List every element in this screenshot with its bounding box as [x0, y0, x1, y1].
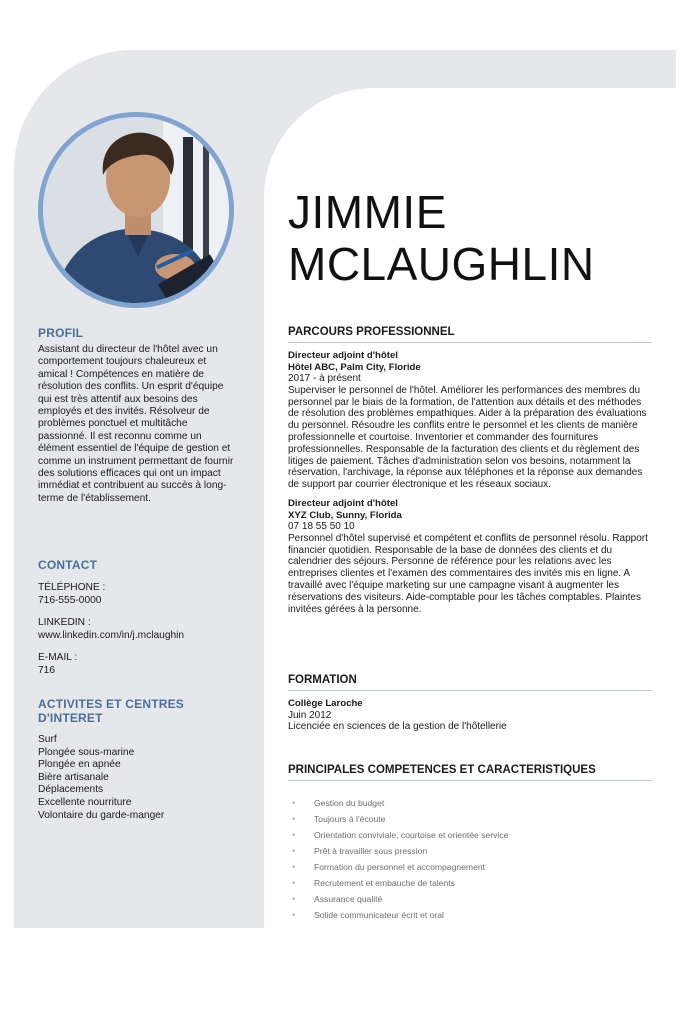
job-entry: [288, 350, 652, 491]
experience-section: [288, 326, 652, 615]
skills-list: [288, 795, 652, 923]
phone-block: [38, 582, 234, 607]
degree: Licenciée en sciences de la gestion de l'hôtellerie: [288, 721, 507, 733]
interests-heading: ACTIVITES ET CENTRES D'INTERET: [38, 697, 185, 725]
phone-label: TÉLÉPHONE :: [38, 582, 106, 593]
job-description: Personnel d'hôtel supervisé et compétent et conflits de personnel résolu. Rapport financier quotidien. Responsable de la base de données des clients et du calendrier des séjours. Personne de référence pour les relations avec les entreprises clientes et l'examen des commentaires des invités mis en ligne. A travaillé avec l'équipe marketing sur une campagne visant à augmenter les réservations des visiteurs. Aide-comptable pour les tâches comptables. Plaintes invitées gérées à la personne.: [288, 532, 648, 615]
email-label: E-MAIL :: [38, 652, 78, 664]
job-title: Directeur adjoint d'hôtel: [288, 497, 398, 509]
job-entry: [288, 498, 652, 615]
job-company: XYZ Club, Sunny, Florida: [288, 509, 402, 521]
job-date: 2017 - à présent: [288, 373, 361, 385]
list-item: • Formation du personnel et accompagnement: [288, 859, 652, 875]
sidebar-bottom: [14, 860, 264, 928]
education-date: Juin 2012: [288, 709, 332, 721]
name-line-2: MCLAUGHLIN: [288, 238, 595, 290]
school-name: Collège Laroche: [288, 698, 363, 709]
interests-section: [38, 697, 234, 822]
profile-photo: [43, 117, 229, 303]
list-item: • Gestion du budget: [288, 795, 652, 811]
profile-heading: PROFIL: [38, 326, 84, 340]
contact-heading: CONTACT: [38, 558, 98, 572]
person-photo-icon: [43, 117, 229, 303]
skills-section: [288, 764, 652, 923]
profile-text: Assistant du directeur de l'hôtel avec un comportement toujours chaleureux et amical ! Compétences en matière de résolution des conflits. Un esprit d'équipe qui est très attentif aux besoins des employés et des invités. Résolveur de problèmes ponctuel et multitâche passionné. Il est reconnu comme un élément essentiel de l'équipe de gestion et comme un instrument permettant de fournir des solutions efficaces qui ont un impact immédiat et contribuent au succès à long-terme de l'établissement.: [38, 344, 234, 504]
linkedin-value[interactable]: www.linkedin.com/in/j.mclaughin: [38, 629, 185, 641]
list-item: Volontaire du garde-manger: [38, 809, 165, 821]
list-item: Excellente nourriture: [38, 796, 132, 808]
email-block: [38, 652, 234, 677]
list-item: Surf: [38, 734, 57, 745]
job-description: Superviser le personnel de l'hôtel. Améliorer les performances des membres du personnel par le biais de la formation, de l'attention aux détails et des méthodes de résolution des problèmes empathiques. Aider à la préparation des évaluations du personnel. Résoudre les conflits entre le personnel et les clients de manière professionnelle et courtoise. Inventorier et commander des fournitures professionnelles. Responsable de la facturation des clients et du règlement des litiges de paiement. Tâches d'administration selon vos besoins, notamment la réservation, l'archivage, la réponse aux téléphones et la réponse aux demandes de support par courrier électronique et les réseaux sociaux.: [288, 384, 647, 491]
profile-photo-frame: [38, 112, 234, 308]
education-heading: FORMATION: [288, 674, 652, 691]
job-company: Hôtel ABC, Palm City, Floride: [288, 361, 421, 373]
profile-section: [38, 326, 234, 505]
job-title: Directeur adjoint d'hôtel: [288, 350, 398, 361]
email-value: 716: [38, 664, 55, 676]
list-item: • Solide communicateur écrit et oral: [288, 907, 652, 923]
experience-heading: PARCOURS PROFESSIONNEL: [288, 326, 652, 343]
list-item: Plongée sous-marine: [38, 746, 135, 758]
list-item: Plongée en apnée: [38, 759, 121, 771]
linkedin-label: LINKEDIN :: [38, 617, 91, 629]
contact-section: [38, 558, 234, 678]
list-item: • Prêt à travailler sous pression: [288, 843, 652, 859]
linkedin-block: [38, 617, 234, 642]
list-item: Bière artisanale: [38, 771, 109, 783]
education-section: [288, 674, 652, 733]
list-item: • Toujours à l'écoute: [288, 811, 652, 827]
list-item: • Orientation conviviale, courtoise et orientée service: [288, 827, 652, 843]
name-line-1: JIMMIE: [288, 186, 447, 238]
candidate-name: [288, 186, 668, 290]
skills-heading: PRINCIPALES COMPETENCES ET CARACTERISTIQUES: [288, 764, 652, 781]
list-item: • Assurance qualité: [288, 891, 652, 907]
interests-list: [38, 734, 234, 822]
list-item: • Recrutement et embauche de talents: [288, 875, 652, 891]
job-date: 07 18 55 50 10: [288, 521, 355, 533]
list-item: Déplacements: [38, 784, 104, 796]
phone-value: 716-555-0000: [38, 594, 102, 606]
